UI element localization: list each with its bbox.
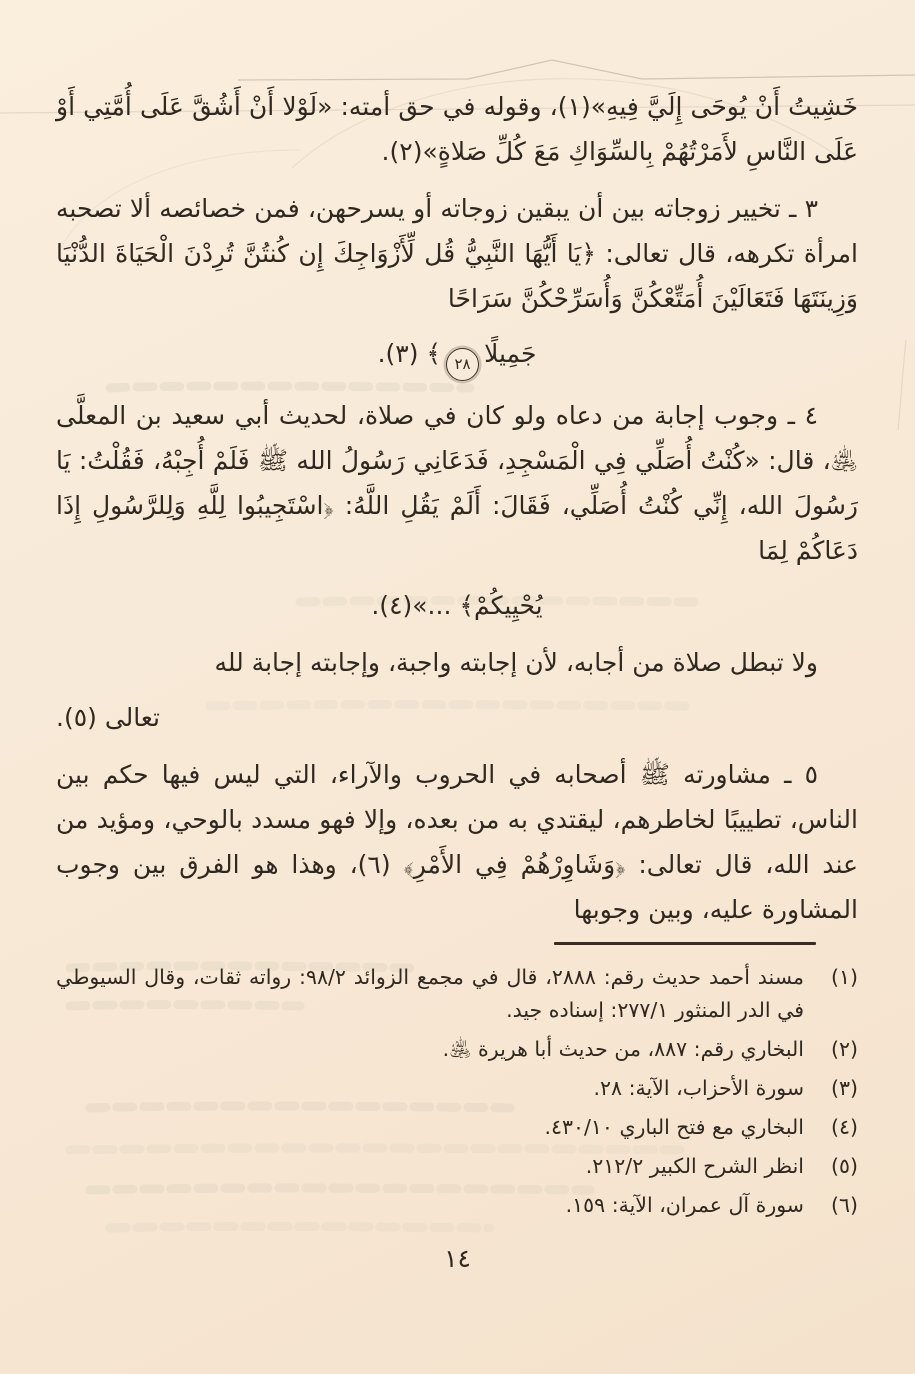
verse-end-reference: ﴾ (٣).: [377, 339, 442, 368]
footnote-4: [56, 1111, 858, 1144]
footnote-marker: (٤): [830, 1114, 858, 1139]
footnote-2: [56, 1033, 858, 1066]
footnote-text: البخاري مع فتح الباري ٤٣٠/١٠.: [544, 1114, 804, 1139]
paragraph-end-fragment: تعالى (٥).: [56, 703, 160, 732]
footnote-text: مسند أحمد حديث رقم: ٢٨٨٨، قال في مجمع الزوائد ٩٨/٢: رواته ثقات، وقال السيوطي في الدر المنثور ٢٧٧/١: إسناده جيد.: [56, 964, 804, 1022]
footnote-marker: (٥): [830, 1153, 858, 1178]
footnote-text: انظر الشرح الكبير ٢١٢/٢.: [585, 1153, 804, 1178]
page-number: ١٤: [444, 1244, 471, 1273]
verse-end-word: جَمِيلًا: [484, 339, 537, 368]
footnotes-block: [56, 942, 858, 1228]
pencil-triangle-line: [238, 60, 915, 80]
footnote-marker: (٣): [830, 1075, 858, 1100]
paragraph-section-4: ٤ ـ وجوب إجابة من دعاه ولو كان في صلاة، لحديث أبي سعيد بن المعلَّى ﵁، قال: «كُنْتُ أُصَلِّي فِي الْمَسْجِدِ، فَدَعَانِي رَسُولُ الله ﷺ فَلَمْ أُجِبْهُ، فَقُلْتُ: يَا رَسُولَ الله، إِنِّي كُنْتُ أُصَلِّي، فَقَالَ: أَلَمْ يَقُلِ اللَّهُ: ﴿اسْتَجِيبُوا لِلَّهِ وَلِلرَّسُولِ إِذَا دَعَاكُمْ لِمَا: [56, 401, 858, 565]
verse-end-line: [56, 331, 858, 381]
pencil-edge-mark: [898, 340, 906, 430]
footnote-text: سورة الأحزاب، الآية: ٢٨.: [593, 1075, 804, 1100]
ayah-number-medallion: ٢٨: [446, 348, 479, 381]
footnote-3: [56, 1072, 858, 1105]
footnote-marker: (٢): [830, 1036, 858, 1061]
verse-end-line-2: يُحْيِيكُمْ﴾ ...»(٤).: [371, 591, 543, 620]
footnote-separator-rule: [554, 942, 816, 945]
footnote-5: [56, 1150, 858, 1183]
footnote-6: [56, 1189, 858, 1222]
footnote-marker: (١): [830, 964, 858, 989]
paragraph-prayer-response: ولا تبطل صلاة من أجابه، لأن إجابته واجبة، وإجابته إجابة لله: [214, 648, 818, 677]
footnote-marker: (٦): [830, 1192, 858, 1217]
paragraph-hadith-siwak: خَشِيتُ أَنْ يُوحَى إِلَيَّ فِيهِ»(١)، وقوله في حق أمته: «لَوْلا أَنْ أَشُقَّ عَلَى أُمَّتِي أَوْ عَلَى النَّاسِ لأَمَرْتُهُمْ بِالسِّوَاكِ مَعَ كُلِّ صَلاةٍ»(٢).: [56, 92, 859, 166]
footnote-text: البخاري رقم: ٨٨٧، من حديث أبا هريرة ﵁.: [442, 1036, 804, 1061]
main-text-block: [56, 84, 858, 944]
footnote-text: سورة آل عمران، الآية: ١٥٩.: [565, 1192, 804, 1217]
paragraph-section-5: ٥ ـ مشاورته ﷺ أصحابه في الحروب والآراء، التي ليس فيها حكم بين الناس، تطييبًا لخاطرهم، ليقتدي به من بعده، وإلا فهو مسدد بالوحي، ومؤيد من عند الله، قال تعالى: ﴿وَشَاوِرْهُمْ فِي الأَمْرِ﴾ (٦)، وهذا هو الفرق بين وجوب المشاورة عليه، وبين وجوبها: [56, 760, 859, 924]
paragraph-section-3: ٣ ـ تخيير زوجاته بين أن يبقين زوجاته أو يسرحهن، فمن خصائصه ألا تصحبه امرأة تكرهه، قال تعالى: ﴿يَا أَيُّهَا النَّبِيُّ قُل لِّأَزْوَاجِكَ إِن كُنتُنَّ تُرِدْنَ الْحَيَاةَ الدُّنْيَا وَزِينَتَهَا فَتَعَالَيْنَ أُمَتِّعْكُنَّ وَأُسَرِّحْكُنَّ سَرَاحًا: [56, 194, 858, 313]
footnote-1: [56, 961, 858, 1027]
